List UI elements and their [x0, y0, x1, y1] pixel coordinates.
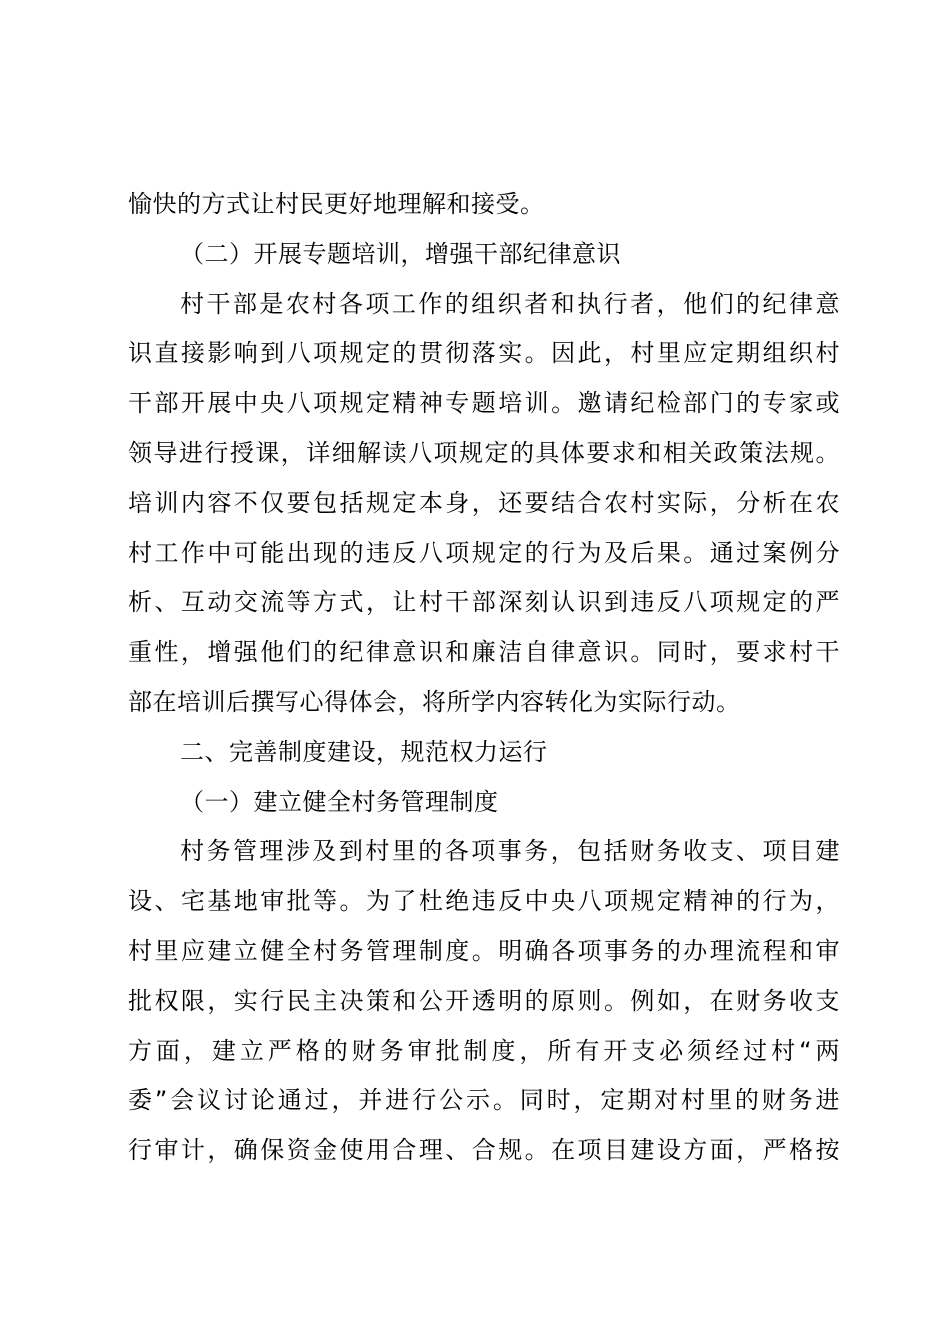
- text-line: 村工作中可能出现的违反八项规定的行为及后果。通过案例分: [128, 538, 840, 567]
- text-line: 识直接影响到八项规定的贯彻落实。因此，村里应定期组织村: [128, 339, 840, 368]
- text-line: 愉快的方式让村民更好地理解和接受。: [128, 190, 545, 218]
- text-line: 批权限，实行民主决策和公开透明的原则。例如，在财务收支: [128, 986, 840, 1015]
- text-line: 领导进行授课，详细解读八项规定的具体要求和相关政策法规。: [128, 438, 840, 467]
- document-page: [128, 180, 840, 1176]
- text-line: 方面，建立严格的财务审批制度，所有开支必须经过村“两: [128, 1036, 840, 1065]
- text-line: 干部开展中央八项规定精神专题培训。邀请纪检部门的专家或: [128, 389, 840, 418]
- text-line: （一）建立健全村务管理制度: [180, 787, 499, 816]
- text-line: 村务管理涉及到村里的各项事务，包括财务收支、项目建: [180, 837, 840, 866]
- text-line: 部在培训后撰写心得体会，将所学内容转化为实际行动。: [128, 687, 741, 716]
- text-line: 培训内容不仅要包括规定本身，还要结合农村实际，分析在农: [128, 488, 840, 517]
- text-line: （二）开展专题培训，增强干部纪律意识: [180, 239, 621, 268]
- text-line: 二、完善制度建设，规范权力运行: [180, 737, 548, 766]
- text-line: 重性，增强他们的纪律意识和廉洁自律意识。同时，要求村干: [128, 638, 840, 667]
- text-line: 村里应建立健全村务管理制度。明确各项事务的办理流程和审: [128, 936, 840, 965]
- text-line: 析、互动交流等方式，让村干部深刻认识到违反八项规定的严: [128, 588, 840, 617]
- text-line: 设、宅基地审批等。为了杜绝违反中央八项规定精神的行为，: [128, 887, 840, 916]
- text-line: 村干部是农村各项工作的组织者和执行者，他们的纪律意: [180, 289, 840, 318]
- text-line: 行审计，确保资金使用合理、合规。在项目建设方面，严格按: [128, 1136, 840, 1165]
- text-line: 委”会议讨论通过，并进行公示。同时，定期对村里的财务进: [128, 1086, 840, 1115]
